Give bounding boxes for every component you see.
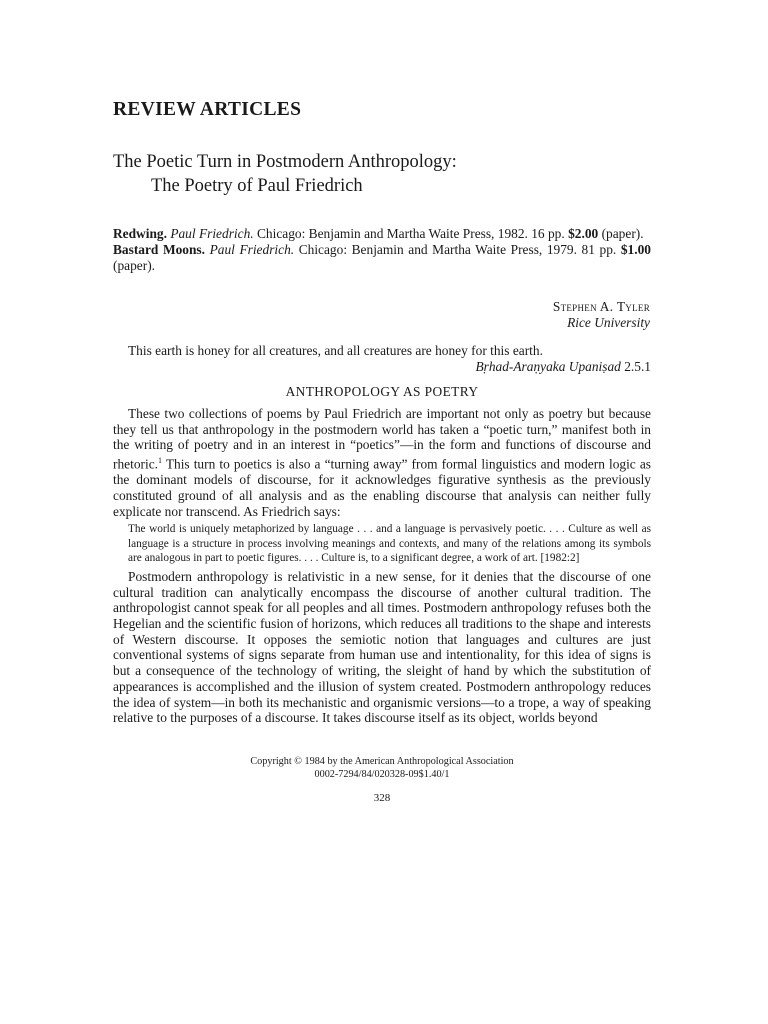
reviewer-name: Stephen A. Tyler xyxy=(552,299,650,314)
article-title xyxy=(113,150,457,198)
book-details: Chicago: Benjamin and Martha Waite Press, 1979. 81 pp. xyxy=(298,242,617,257)
epigraph-source-title: Bṛhad-Araṇyaka Upaniṣad xyxy=(475,359,621,374)
book-price: $2.00 xyxy=(568,226,599,241)
article-title-line-1: The Poetic Turn in Postmodern Anthropology: xyxy=(113,152,457,172)
paragraph-text: These two collections of poems by Paul Friedrich are important not only as poetry but because they tell us that anthropology in the postmodern world has taken a “poetic turn,” manifest both in the writing of poetry and in an interest in “poetics”—in the form and functions of discourse and rhetoric. xyxy=(113,406,651,472)
paragraph-text: This turn to poetics is also a “turning away” from formal linguistics and modern logic as the dominant models of discourse, for it acknowledges figurative synthesis as the previously constituted ground of all analysis and as the enabling discourse that analysis can neither fully explicate nor transcend. As Friedrich says: xyxy=(113,456,651,519)
reference-entry xyxy=(113,242,651,274)
subheading: ANTHROPOLOGY AS POETRY xyxy=(285,384,479,399)
book-title: Redwing. xyxy=(113,226,167,241)
page-number: 328 xyxy=(373,792,391,804)
copyright-footer xyxy=(113,755,651,781)
epigraph-source xyxy=(113,359,651,375)
book-title: Bastard Moons. xyxy=(113,242,205,257)
article-code: 0002-7294/84/020328-09$1.40/1 xyxy=(314,769,450,780)
book-details: Chicago: Benjamin and Martha Waite Press, 1982. 16 pp. xyxy=(256,226,565,241)
copyright-line: Copyright © 1984 by the American Anthropological Association xyxy=(250,756,514,767)
article-body xyxy=(113,406,651,726)
book-format: (paper). xyxy=(601,226,644,241)
epigraph-quote: This earth is honey for all creatures, and all creatures are honey for this earth. xyxy=(128,343,543,358)
article-title-line-2: The Poetry of Paul Friedrich xyxy=(151,176,363,196)
body-paragraph xyxy=(113,406,651,519)
body-paragraph: Postmodern anthropology is relativistic in a new sense, for it denies that the discourse of one cultural tradition can analytically encompass the discourse of another cultural tradition. The anthropologist cannot speak for all peoples and all times. Postmodern anthropology refuses both the Hegelian and the scientific fusion of horizons, which reduces all traditions to the shape and interests of Western discourse. It opposes the semiotic notion that languages and cultures are just conventional systems of signs separate from human use and intentionality, for this idea of signs is but a consequence of the technology of writing, the sleight of hand by which the substitution of appearances is accomplished and the illusion of system created. Postmodern anthropology reduces the idea of system—in both its mechanistic and organismic versions—to a trope, a way of speaking relative to the purposes of a discourse. It takes discourse itself as its object, worlds beyond xyxy=(113,568,651,726)
block-quote: The world is uniquely metaphorized by language . . . and a language is pervasively poetic. . . . Culture as well as language is a structure in process involving meanings and contexts, and many of the relations among its symbols are analogous in part to poetic figures. . . . Culture is, to a significant degree, a work of art. [1982:2] xyxy=(128,523,651,565)
reviewed-works xyxy=(113,226,651,274)
reviewer-byline xyxy=(553,299,650,331)
book-author: Paul Friedrich. xyxy=(170,226,254,241)
book-price: $1.00 xyxy=(620,242,651,257)
reference-entry xyxy=(113,226,651,242)
book-format: (paper). xyxy=(113,258,156,273)
epigraph-source-ref: 2.5.1 xyxy=(624,359,651,374)
footnote-marker: 1 xyxy=(157,456,162,466)
section-heading: REVIEW ARTICLES xyxy=(113,99,302,120)
book-author: Paul Friedrich. xyxy=(209,242,295,257)
reviewer-affiliation: Rice University xyxy=(567,315,650,330)
epigraph xyxy=(113,343,651,375)
